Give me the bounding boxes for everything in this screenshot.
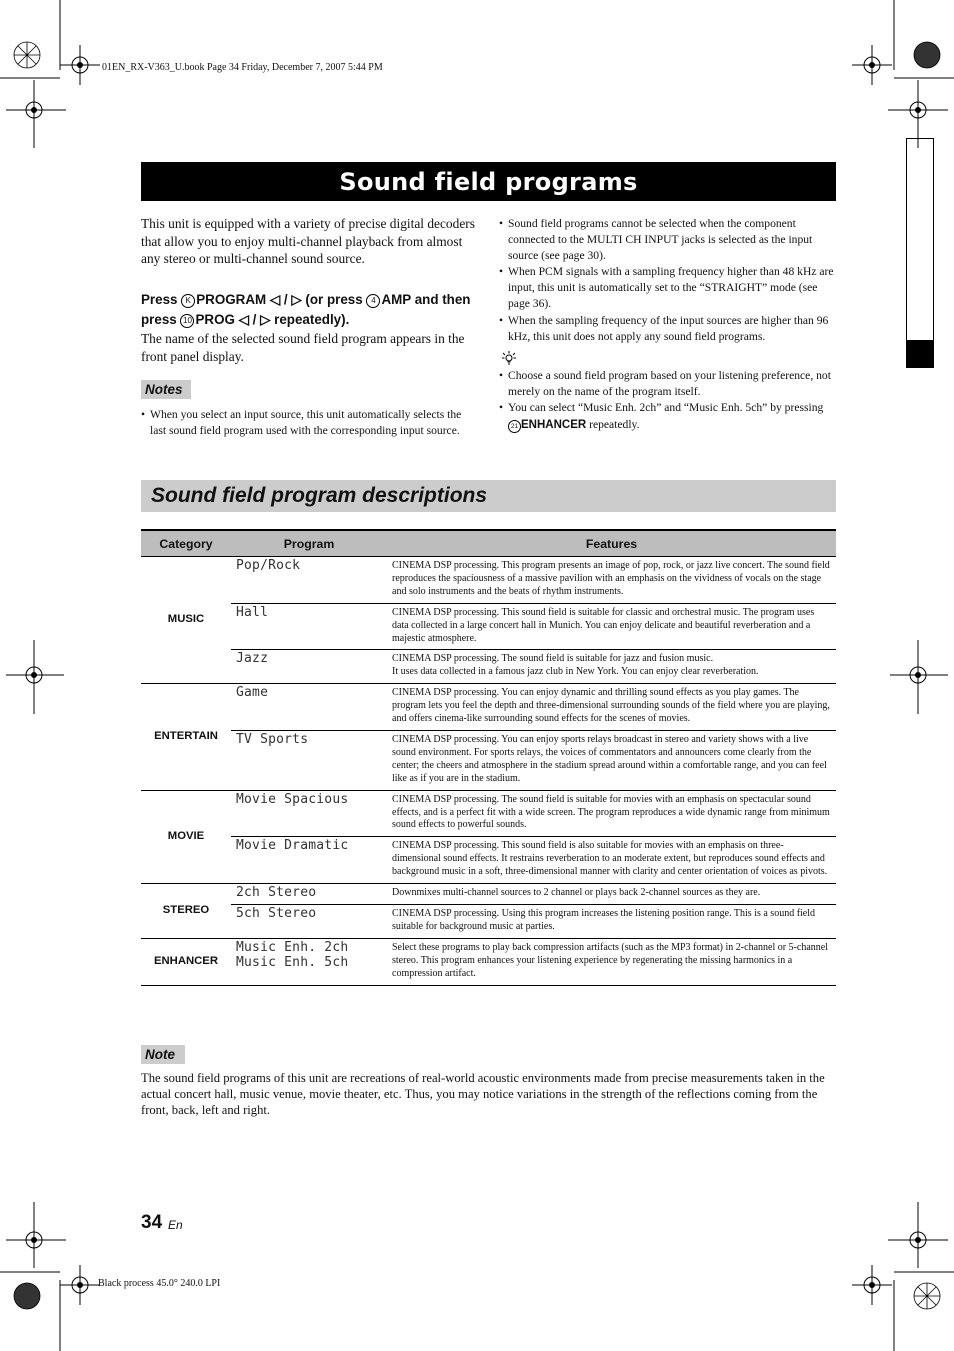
program-features: CINEMA DSP processing. This program presents an image of pop, rock, or jazz live concert. The sound field reproduces the spaciousness of a massive pavilion with an emphasis on the vividness of vocals on the stage and solo instruments and the beats of rhythm instruments. [387, 557, 836, 604]
program-features: CINEMA DSP processing. The sound field is suitable for movies with an emphasis on spectacular sound effects, and is a perfect fit with a wide screen. The program reproduces a wide dynamic range from minimum sound effects to powerful sounds. [387, 790, 836, 837]
side-tab-marker [906, 340, 934, 368]
program-features: CINEMA DSP processing. This sound field is suitable for classic and orchestral music. The program uses data collected in a large concert hall in Munich. You can enjoy delicate and beautiful reverberation and a majestic atmosphere. [387, 603, 836, 650]
page-number: 34 [141, 1212, 163, 1233]
table-header-row [141, 530, 836, 557]
table-row [141, 905, 836, 939]
category-cell: ENHANCER [141, 938, 231, 985]
repeatedly-text: repeatedly). [274, 312, 350, 327]
tips-list [499, 368, 836, 433]
arrow-keys: ◁ / ▷ [269, 292, 302, 307]
table-row [141, 790, 836, 837]
program-name: Pop/Rock [231, 557, 387, 604]
lightbulb-icon [500, 350, 518, 366]
prog-key-icon: 10 [180, 314, 194, 328]
program-name: Hall [231, 603, 387, 650]
list-item: • When you select an input source, this unit automatically selects the last sound field program used with the corresponding input source. [141, 407, 476, 439]
and-then-text: and then press [141, 292, 471, 327]
print-info-footer: Black process 45.0° 240.0 LPI [98, 1278, 221, 1289]
category-cell: ENTERTAIN [141, 684, 231, 790]
arrow-keys-2: ◁ / ▷ [238, 312, 271, 327]
table-row [141, 603, 836, 650]
program-table [141, 529, 836, 986]
page-title: Sound field programs [141, 162, 836, 201]
column-header-category: Category [141, 530, 231, 557]
program-name: Movie Dramatic [231, 837, 387, 884]
page-language: En [168, 1218, 183, 1232]
enhancer-key-icon: 21 [508, 420, 521, 433]
amp-key-label: AMP [381, 292, 411, 307]
prog-key-label: PROG [195, 312, 235, 327]
program-features: CINEMA DSP processing. The sound field is suitable for jazz and fusion music. It uses data collected in a famous jazz club in New York. You can enjoy clear reverberation. [387, 650, 836, 684]
program-features: CINEMA DSP processing. You can enjoy dynamic and thrilling sound effects as you play games. The program lets you feel the depth and three-dimensional surrounding sounds of the field where you are playing, and offers cinema-like surrounding sound effects for the scenes of movies. [387, 684, 836, 731]
program-name: Music Enh. 2ch Music Enh. 5ch [231, 938, 387, 985]
list-item: • When the sampling frequency of the input sources are higher than 96 kHz, this unit does not apply any sound field programs. [499, 313, 836, 345]
table-row [141, 650, 836, 684]
program-features: CINEMA DSP processing. Using this program increases the listening position range. This is a sound field suitable for background music at parties. [387, 905, 836, 939]
program-features: CINEMA DSP processing. You can enjoy sports relays broadcast in stereo and variety shows with a live sound environment. For sports relays, the voices of commentators and announcers come clearly from the center; the cheers and atmosphere in the stadium spread around within a comfortable range, and you can feel like as if you are in the stadium. [387, 730, 836, 790]
left-notes-list [141, 407, 476, 439]
list-item: • Sound field programs cannot be selected when the component connected to the MULTI CH INPUT jacks is selected as the input source (see page 30). [499, 216, 836, 264]
tip-text-end: repeatedly. [589, 417, 640, 431]
table-row [141, 938, 836, 985]
program-name: Jazz [231, 650, 387, 684]
category-cell: MOVIE [141, 790, 231, 883]
note-paragraph: The sound field programs of this unit are recreations of real-world acoustic environments made from precise measurements taken in the actual concert hall, music venue, movie theater, etc. Thus, you may notice variations in the strength of the reflections coming from the front, back, left and right. [141, 1071, 825, 1118]
or-press-text: (or press [305, 292, 363, 307]
section-heading: Sound field program descriptions [141, 480, 836, 512]
program-features: Select these programs to play back compression artifacts (such as the MP3 format) in 2-channel or 5-channel stereo. This program enhances your listening experience by regenerating the missing harmonics in a compression artifact. [387, 938, 836, 985]
table-row [141, 557, 836, 604]
notes-label: Notes [141, 380, 191, 399]
table-row [141, 730, 836, 790]
list-item [499, 400, 836, 432]
program-features: CINEMA DSP processing. This sound field is also suitable for movies with an emphasis on three-dimensional sound effects. It restrains reverberation to an moderate extent, but reproduces sound effects and background music in a soft, three-dimensional manner with clarity and center orientation of voices as pivots. [387, 837, 836, 884]
tip-text: You can select “Music Enh. 2ch” and “Music Enh. 5ch” by pressing [508, 401, 824, 415]
program-key-label: PROGRAM [196, 292, 267, 307]
right-notes-list [499, 216, 836, 345]
enhancer-key-label: ENHANCER [521, 418, 587, 431]
amp-key-icon: 4 [366, 294, 380, 308]
column-header-program: Program [231, 530, 387, 557]
list-item: • Choose a sound field program based on your listening preference, not merely on the name of the program itself. [499, 368, 836, 400]
category-cell: MUSIC [141, 557, 231, 684]
program-name: 5ch Stereo [231, 905, 387, 939]
side-tab [906, 138, 934, 368]
k-key-icon: K [181, 294, 195, 308]
table-row [141, 837, 836, 884]
program-features: Downmixes multi-channel sources to 2 channel or plays back 2-channel sources as they are. [387, 884, 836, 905]
program-name: Movie Spacious [231, 790, 387, 837]
note-label: Note [141, 1045, 185, 1064]
program-name: TV Sports [231, 730, 387, 790]
file-info-header: 01EN_RX-V363_U.book Page 34 Friday, December 7, 2007 5:44 PM [102, 62, 383, 73]
instruction-description: The name of the selected sound field program appears in the front panel display. [141, 331, 465, 364]
list-item: • When PCM signals with a sampling frequency higher than 48 kHz are input, this unit is automatically set to the “STRAIGHT” mode (see page 36). [499, 264, 836, 312]
table-row [141, 884, 836, 905]
column-header-features: Features [387, 530, 836, 557]
category-cell: STEREO [141, 884, 231, 939]
program-name: 2ch Stereo [231, 884, 387, 905]
press-text: Press [141, 292, 178, 307]
program-name: Game [231, 684, 387, 731]
instruction-heading [141, 290, 481, 330]
intro-paragraph: This unit is equipped with a variety of precise digital decoders that allow you to enjoy multi-channel playback from almost any stereo or multi-channel sound source. [141, 216, 475, 266]
table-row [141, 684, 836, 731]
